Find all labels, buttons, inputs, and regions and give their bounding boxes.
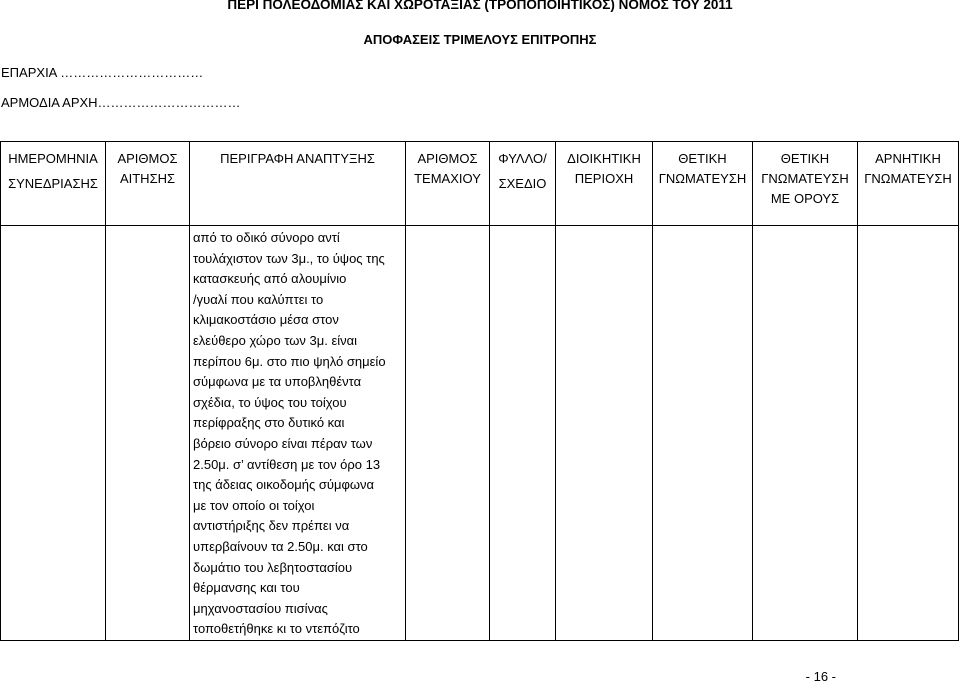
province-field: ΕΠΑΡΧΙΑ …………………………… xyxy=(1,65,204,80)
cell-session-date xyxy=(1,226,106,641)
col-header-application-number: ΑΡΙΘΜΟΣ ΑΙΤΗΣΗΣ xyxy=(106,142,190,226)
document-subtitle: ΑΠΟΦΑΣΕΙΣ ΤΡΙΜΕΛΟΥΣ ΕΠΙΤΡΟΠΗΣ xyxy=(363,32,597,47)
col-header-sheet-plan: ΦΥΛΛΟ/ ΣΧΕΔΙΟ xyxy=(490,142,556,226)
document-title: ΠΕΡΙ ΠΟΛΕΟΔΟΜΙΑΣ ΚΑΙ ΧΩΡΟΤΑΞΙΑΣ (ΤΡΟΠΟΠΟΙΗΤΙΚΟΣ) ΝΟΜΟΣ ΤΟΥ 2011 xyxy=(227,0,733,12)
cell-application-number xyxy=(106,226,190,641)
table-header-row xyxy=(1,142,959,226)
col-header-positive-opinion: ΘΕΤΙΚΗ ΓΝΩΜΑΤΕΥΣΗ xyxy=(653,142,753,226)
table-row xyxy=(1,226,959,641)
col-header-development-description: ΠΕΡΙΓΡΑΦΗ ΑΝΑΠΤΥΞΗΣ xyxy=(190,142,406,226)
col-header-plot-number: ΑΡΙΘΜΟΣ ΤΕΜΑΧΙΟΥ xyxy=(406,142,490,226)
cell-positive-opinion-with-terms xyxy=(753,226,858,641)
cell-development-description xyxy=(190,226,406,641)
cell-sheet-plan xyxy=(490,226,556,641)
authority-field: ΑΡΜΟΔΙΑ ΑΡΧΗ…………………………… xyxy=(1,95,241,110)
page-number: - 16 - xyxy=(805,669,836,684)
col-header-positive-opinion-with-terms: ΘΕΤΙΚΗ ΓΝΩΜΑΤΕΥΣΗ ΜΕ ΟΡΟΥΣ xyxy=(753,142,858,226)
development-description-text: από το οδικό σύνορο αντί τουλάχιστον των 3μ., το ύψος της κατασκευής από αλουμίνιο /γυαλί που καλύπτει το κλιμακοστάσιο μέσα στον ελεύθερο χώρο των 3μ. είναι περίπου 6μ. στο πιο ψηλό σημείο σύμφωνα με τα υποβληθέντα σχέδια, το ύψος του τοίχου περίφραξης στο δυτικό και βόρειο σύνορο είναι πέραν των 2.50μ. σ’ αντίθεση με τον όρο 13 της άδειας οικοδομής σύμφωνα με τον οποίο οι τοίχοι αντιστήριξης δεν πρέπει να υπερβαίνουν τα 2.50μ. και στο δωμάτιο του λεβητοστασίου θέρμανσης και του μηχανοστασίου πισίνας τοποθετήθηκε κι το ντεπόζιτο xyxy=(193,230,386,637)
col-header-session-date: ΗΜΕΡΟΜΗΝΙΑ ΣΥΝΕΔΡΙΑΣΗΣ xyxy=(1,142,106,226)
cell-positive-opinion xyxy=(653,226,753,641)
cell-negative-opinion xyxy=(858,226,959,641)
col-header-negative-opinion: ΑΡΝΗΤΙΚΗ ΓΝΩΜΑΤΕΥΣΗ xyxy=(858,142,959,226)
col-header-administrative-area: ΔΙΟΙΚΗΤΙΚΗ ΠΕΡΙΟΧΗ xyxy=(556,142,653,226)
cell-administrative-area xyxy=(556,226,653,641)
cell-plot-number xyxy=(406,226,490,641)
decisions-table xyxy=(0,141,959,641)
